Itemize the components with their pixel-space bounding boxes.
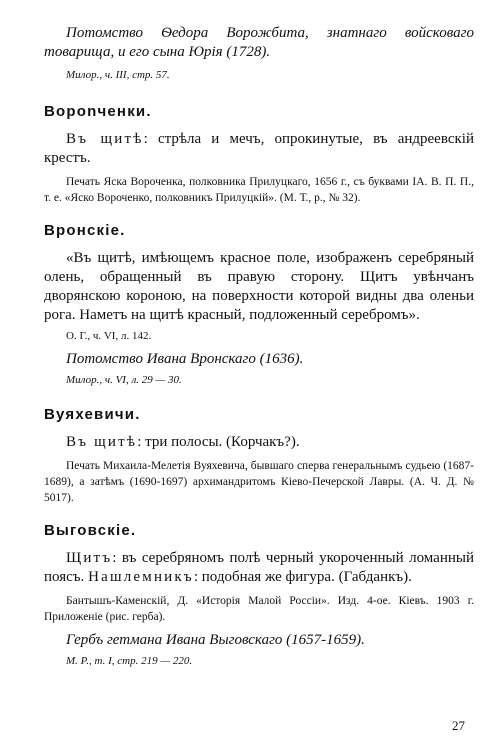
vronskie-reference-2: Милор., ч. VI, л. 29 — 30. <box>66 374 182 386</box>
heading-vorochenki: Ворonченки. <box>44 103 152 120</box>
vuyakhevichi-shield-desc: : три полосы. (Корчакъ?). <box>137 434 300 450</box>
vygovskie-shield-label: Щитъ <box>66 550 113 566</box>
vuyakhevichi-shield-label: Въ щитѣ <box>66 434 138 450</box>
vygovskie-reference: М. Р., т. I, стр. 219 — 220. <box>66 655 193 667</box>
top-descent-text: Потомство Ѳедора Ворожбита, знатнаго войсковаго товарища, и его сына Юрія (1728). <box>44 25 474 60</box>
vuyakhevichi-shield-text <box>44 433 474 452</box>
vygovskie-shield-desc: : въ серебряномъ полѣ черный укороченный ломанный поясъ. <box>44 550 474 585</box>
vronskie-description: «Въ щитѣ, имѣющемъ красное поле, изображенъ серебряный олень, обращенный въ правую сторону. Щитъ увѣнчанъ дворянскою короною, на поверхности которой видны два оленьи рога. Наметъ на щитѣ красный, подложенный серебромъ». <box>44 250 474 323</box>
vuyakhevichi-seal-text: Печать Михаила-Мелетія Вуяхевича, бывшаго сперва генеральнымъ судьею (1687-1689), а затѣмъ (1690-1697) архимандритомъ Кіево-Печерской Лавры. (А. Ч. Д. № 5017). <box>44 460 474 504</box>
page-number: 27 <box>452 718 465 733</box>
vorochenki-seal-text: Печать Яска Вороченка, полковника Прилуцкаго, 1656 г., съ буквами IA. В. П. П., т. е. «Яско Вороченко, полковникъ Прилуцкій». (М. Т., р., № 32). <box>44 176 474 204</box>
page-body <box>44 16 474 669</box>
vorochenki-shield-text <box>44 130 474 168</box>
vygovskie-source: Бантышъ-Каменскій, Д. «Исторія Малой Россіи». Изд. 4-ое. Кіевъ. 1903 г. Приложеніе (рис. герба). <box>44 595 474 623</box>
top-reference: Милор., ч. III, стр. 57. <box>66 69 170 81</box>
vygovskie-shield-text <box>44 549 474 587</box>
heading-vygovskie: Выговскіе. <box>44 522 137 539</box>
vronskie-reference-1: О. Г., ч. VI, л. 142. <box>66 330 152 342</box>
heading-vronskie: Вронскіе. <box>44 222 126 239</box>
vorochenki-shield-desc: : стрѣла и мечъ, опрокинутые, въ андреевскій крестъ. <box>44 131 474 166</box>
vygovskie-arms: Гербъ гетмана Ивана Выговскаго (1657-1659). <box>66 632 365 648</box>
vronskie-descent: Потомство Ивана Вронскаго (1636). <box>66 351 304 367</box>
heading-vuyakhevichi: Вуяхевичи. <box>44 406 141 423</box>
vygovskie-helmet-desc: : подобная же фигура. (Габданкъ). <box>193 569 412 585</box>
vorochenki-shield-label: Въ щитѣ <box>66 131 144 147</box>
vygovskie-helmet-label: Нашлемникъ <box>88 569 194 585</box>
